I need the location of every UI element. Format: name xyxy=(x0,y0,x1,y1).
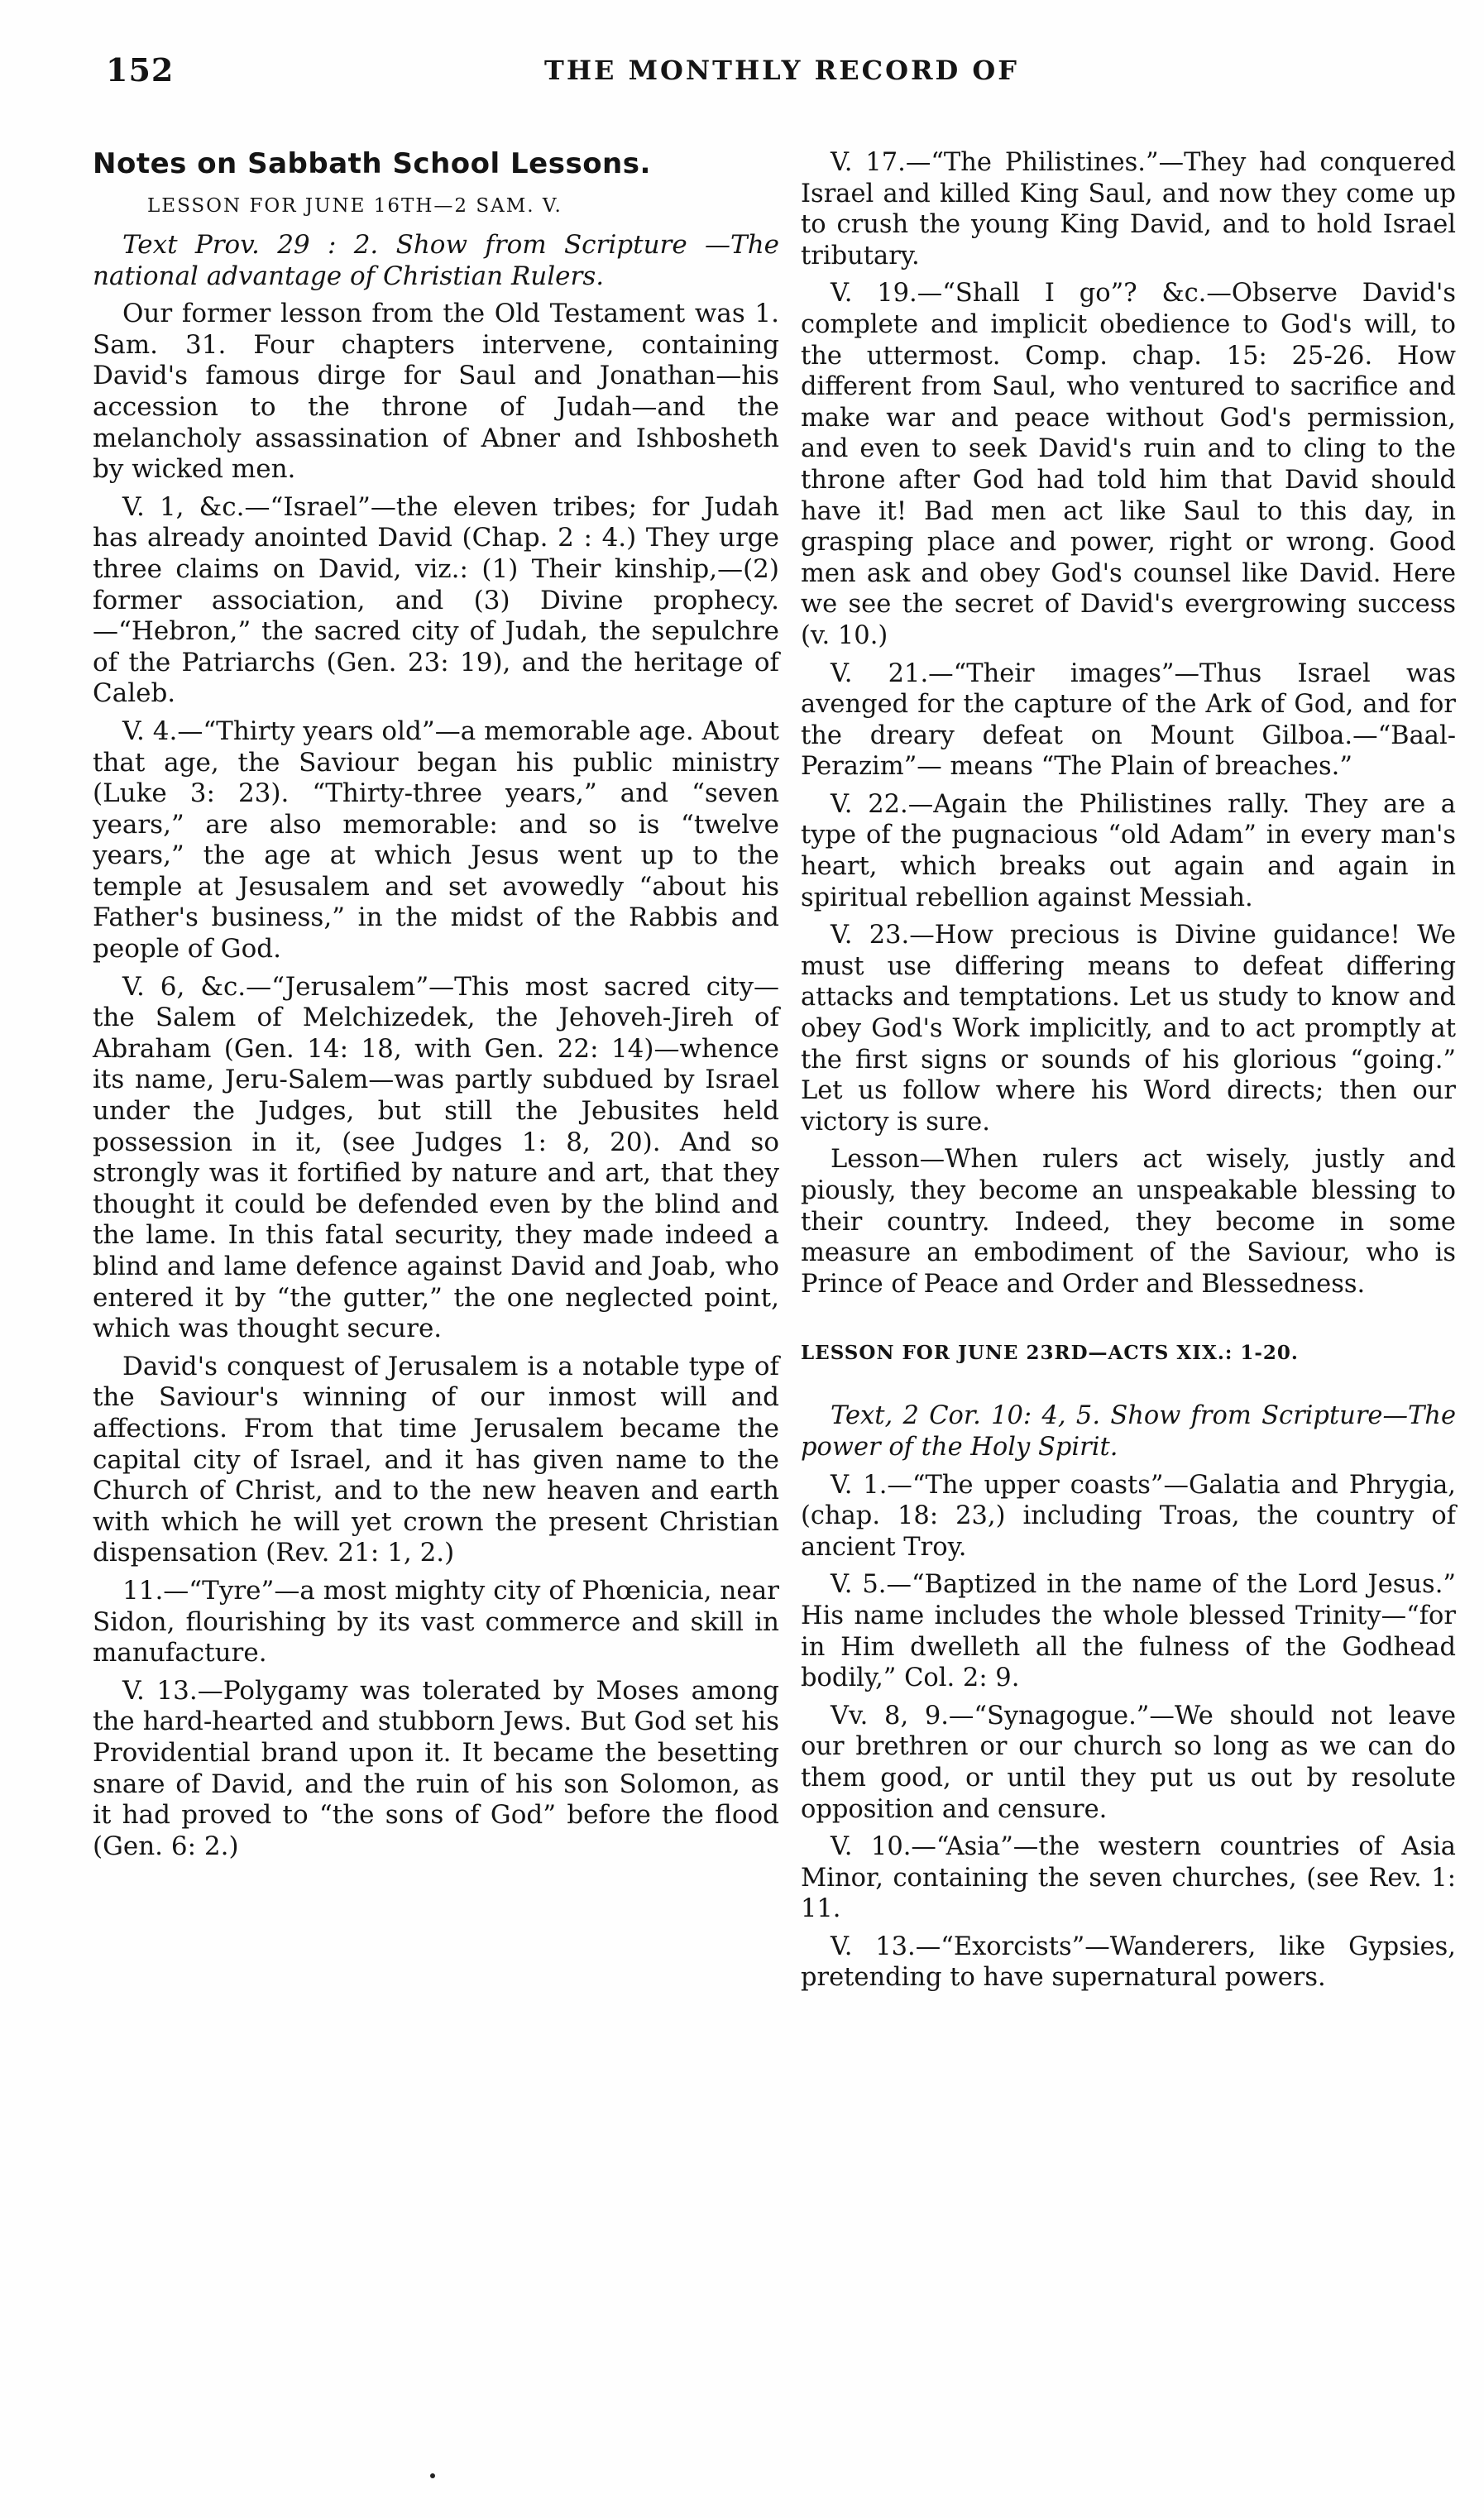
paragraph: V. 13.—“Exorcists”—Wanderers, like Gypsies, pretending to have supernatural powers. xyxy=(801,1932,1456,1993)
paragraph: 11.—“Tyre”—a most mighty city of Phœnicia, near Sidon, flourishing by its vast commerce and skill in manufacture. xyxy=(93,1575,779,1668)
paragraph: V. 19.—“Shall I go”? &c.—Observe David's complete and implicit obedience to God's will, to the uttermost. Comp. chap. 15: 25-26. How different from Saul, who ventured to sacrifice and make war and peace without God's permission, and even to seek David's ruin and to cling to the throne after God had told him that David should have it! Bad men act like Saul to this day, in grasping place and power, right or wrong. Good men ask and obey God's counsel like David. Here we see the secret of David's evergrowing success (v. 10.) xyxy=(801,279,1456,650)
paragraph: V. 10.—“Asia”—the western countries of Asia Minor, containing the seven churches, (see Rev. 1: 11. xyxy=(801,1832,1456,1924)
page-header: THE MONTHLY RECORD OF xyxy=(544,55,1020,86)
left-column xyxy=(93,147,779,1869)
paragraph: V. 22.—Again the Philistines rally. They are a type of the pugnacious “old Adam” in every man's heart, which breaks out again and again in spiritual rebellion against Messiah. xyxy=(801,789,1456,912)
page-number: 152 xyxy=(106,51,175,89)
paragraph: V. 23.—How precious is Divine guidance! We must use differing means to defeat differing attacks and temptations. Let us study to know and obey God's Work implicitly, and to act promptly at the first signs or sounds of his glorious “going.” Let us follow where his Word directs; then our victory is sure. xyxy=(801,921,1456,1137)
right-column xyxy=(801,147,1456,2000)
paragraph: Our former lesson from the Old Testament was 1. Sam. 31. Four chapters intervene, containing David's famous dirge for Saul and Jonathan—his accession to the throne of Judah—and the melancholy assassination of Abner and Ishbosheth by wicked men. xyxy=(93,299,779,485)
paragraph: V. 13.—Polygamy was tolerated by Moses among the hard-hearted and stubborn Jews. But God set his Providential brand upon it. It became the besetting snare of David, and the ruin of his son Solomon, as it had proved to “the sons of God” before the flood (Gen. 6: 2.) xyxy=(93,1675,779,1861)
ink-dot xyxy=(430,2473,435,2478)
text-reference: Text Prov. 29 : 2. Show from Scripture —The national advantage of Christian Rulers. xyxy=(93,230,779,291)
running-head xyxy=(106,51,1446,101)
text-reference: Text, 2 Cor. 10: 4, 5. Show from Scripture—The power of the Holy Spirit. xyxy=(801,1401,1456,1462)
paragraph: V. 1, &c.—“Israel”—the eleven tribes; for Judah has already anointed David (Chap. 2 : 4.) They urge three claims on David, viz.: (1) Their kinship,—(2) former association, and (3) Divine prophecy.—“Hebron,” the sacred city of Judah, the sepulchre of the Patriarchs (Gen. 23: 19), and the heritage of Caleb. xyxy=(93,491,779,709)
lesson-heading-june-23: LESSON FOR JUNE 23RD—ACTS XIX.: 1-20. xyxy=(801,1342,1299,1365)
section-title: Notes on Sabbath School Lessons. xyxy=(93,147,651,180)
paragraph: V. 4.—“Thirty years old”—a memorable age. About that age, the Saviour began his public ministry (Luke 3: 23). “Thirty-three years,” and “seven years,” are also memorable: and so is “twelve years,” the age at which Jesus went up to the temple at Jesusalem and set avowedly “about his Father's business,” in the midst of the Rabbis and people of God. xyxy=(93,716,779,965)
paragraph: Vv. 8, 9.—“Synagogue.”—We should not leave our brethren or our church so long as we can do them good, or until they put us out by resolute opposition and censure. xyxy=(801,1701,1456,1824)
paragraph: David's conquest of Jerusalem is a notable type of the Saviour's winning of our inmost will and affections. From that time Jerusalem became the capital city of Israel, and it has given name to the Church of Christ, and to the new heaven and earth with which he will yet crown the present Christian dispensation (Rev. 21: 1, 2.) xyxy=(93,1351,779,1568)
paragraph: V. 5.—“Baptized in the name of the Lord Jesus.” His name includes the whole blessed Trinity—“for in Him dwelleth all the fulness of the Godhead bodily,” Col. 2: 9. xyxy=(801,1570,1456,1693)
lesson-heading-june-16: LESSON FOR JUNE 16TH—2 SAM. V. xyxy=(147,195,562,217)
paragraph: V. 6, &c.—“Jerusalem”—This most sacred city—the Salem of Melchizedek, the Jehoveh-Jireh of Abraham (Gen. 14: 18, with Gen. 22: 14)—whence its name, Jeru-Salem—was partly subdued by Israel under the Judges, but still the Jebusites held possession in it, (see Judges 1: 8, 20). And so strongly was it fortified by nature and art, that they thought it could be defended even by the blind and the lame. In this fatal security, they made indeed a blind and lame defence against David and Joab, who entered it by “the gutter,” the one neglected point, which was thought secure. xyxy=(93,971,779,1344)
paragraph: V. 21.—“Their images”—Thus Israel was avenged for the capture of the Ark of God, and for the dreary defeat on Mount Gilboa.—“Baal-Perazim”— means “The Plain of breaches.” xyxy=(801,658,1456,782)
lesson-summary: Lesson—When rulers act wisely, justly and piously, they become an unspeakable blessing to their country. Indeed, they become in some measure an embodiment of the Saviour, who is Prince of Peace and Order and Blessedness. xyxy=(801,1145,1456,1299)
paragraph: V. 1.—“The upper coasts”—Galatia and Phrygia, (chap. 18: 23,) including Troas, the country of ancient Troy. xyxy=(801,1470,1456,1562)
paragraph: V. 17.—“The Philistines.”—They had conquered Israel and killed King Saul, and now they come up to crush the young King David, and to hold Israel tributary. xyxy=(801,148,1456,270)
